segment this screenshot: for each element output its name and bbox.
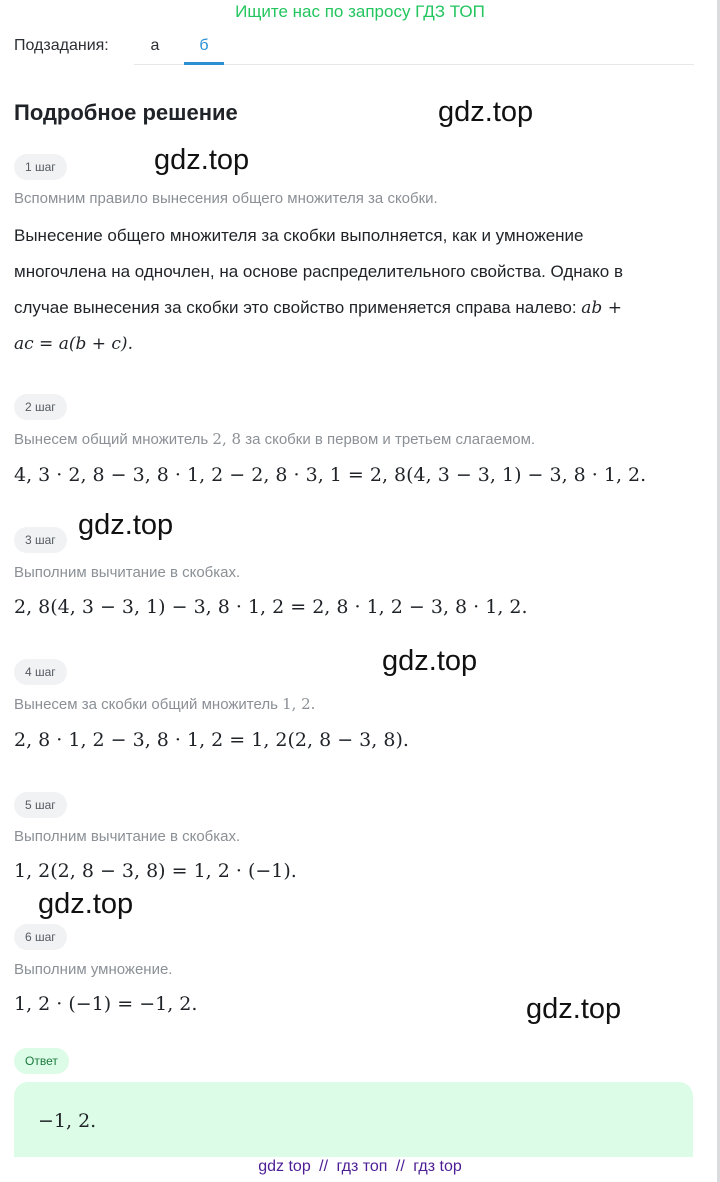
formula: ac = a(b + c). — [14, 334, 133, 354]
step-note-fragment: за скобки в первом и третьем слагаемом. — [241, 431, 536, 448]
promo-text: Ищите нас по запросу ГДЗ ТОП — [235, 2, 485, 21]
step-note: Выполним вычитание в скобках. — [14, 564, 241, 581]
active-tab-indicator — [184, 62, 224, 65]
math-expression: 1, 2(2, 8 − 3, 8) = 1, 2 · (−1). — [14, 860, 297, 882]
step-text-line: многочлена на одночлен, на основе распределительного свойства. Однако в — [14, 262, 623, 281]
math-expression: 2, 8 · 1, 2 − 3, 8 · 1, 2 = 1, 2(2, 8 − 3, 8). — [14, 729, 409, 751]
watermark: gdz.top — [78, 509, 174, 541]
step-badge: 6 шаг — [14, 924, 67, 950]
subtasks-label: Подзадания: — [14, 37, 109, 54]
step-text-fragment: случае вынесения за скобки это свойство применяется справа налево: — [14, 298, 582, 317]
step-badge: 3 шаг — [14, 527, 67, 553]
step-note: Выполним вычитание в скобках. — [14, 828, 241, 845]
answer-box — [14, 1082, 693, 1157]
footer-separator: // — [395, 1158, 405, 1175]
math-expression: 1, 2 · (−1) = −1, 2. — [14, 993, 198, 1015]
watermark: gdz.top — [526, 993, 622, 1025]
footer-links — [0, 1158, 720, 1176]
step-note — [14, 695, 315, 713]
note-formula: 2, 8 — [212, 430, 242, 448]
step-note-fragment: Вынесем за скобки общий множитель — [14, 696, 283, 713]
step-note-fragment: Вынесем общий множитель — [14, 431, 213, 448]
step-badge: 5 шаг — [14, 792, 67, 818]
watermark: gdz.top — [438, 96, 534, 128]
formula: ab + — [581, 298, 622, 318]
step-badge: 1 шаг — [14, 154, 67, 180]
page-title: Подробное решение — [14, 100, 238, 125]
footer-link[interactable]: gdz top — [258, 1158, 311, 1175]
answer-value: −1, 2. — [38, 1110, 97, 1132]
math-expression: 2, 8(4, 3 − 3, 1) − 3, 8 · 1, 2 = 2, 8 · 1, 2 − 3, 8 · 1, 2. — [14, 596, 528, 618]
footer-separator: // — [319, 1158, 329, 1175]
watermark: gdz.top — [38, 888, 134, 920]
footer-link[interactable]: гдз top — [413, 1158, 462, 1175]
footer-link[interactable]: гдз топ — [336, 1158, 388, 1175]
watermark: gdz.top — [382, 645, 478, 677]
answer-badge: Ответ — [14, 1048, 69, 1074]
step-badge: 2 шаг — [14, 394, 67, 420]
step-text-line: Вынесение общего множителя за скобки выполняется, как и умножение — [14, 226, 584, 245]
tab-a[interactable]: а — [150, 37, 160, 54]
step-note: Вспомним правило вынесения общего множителя за скобки. — [14, 190, 438, 207]
step-note: Выполним умножение. — [14, 961, 173, 978]
math-expression: 4, 3 · 2, 8 − 3, 8 · 1, 2 − 2, 8 · 3, 1 = 2, 8(4, 3 − 3, 1) − 3, 8 · 1, 2. — [14, 464, 647, 486]
step-text — [14, 218, 694, 362]
step-badge: 4 шаг — [14, 659, 67, 685]
note-formula: 1, 2. — [282, 695, 316, 713]
step-text-line — [14, 290, 694, 326]
tab-b[interactable]: б — [199, 37, 209, 54]
step-note — [14, 430, 535, 448]
watermark: gdz.top — [154, 144, 250, 176]
